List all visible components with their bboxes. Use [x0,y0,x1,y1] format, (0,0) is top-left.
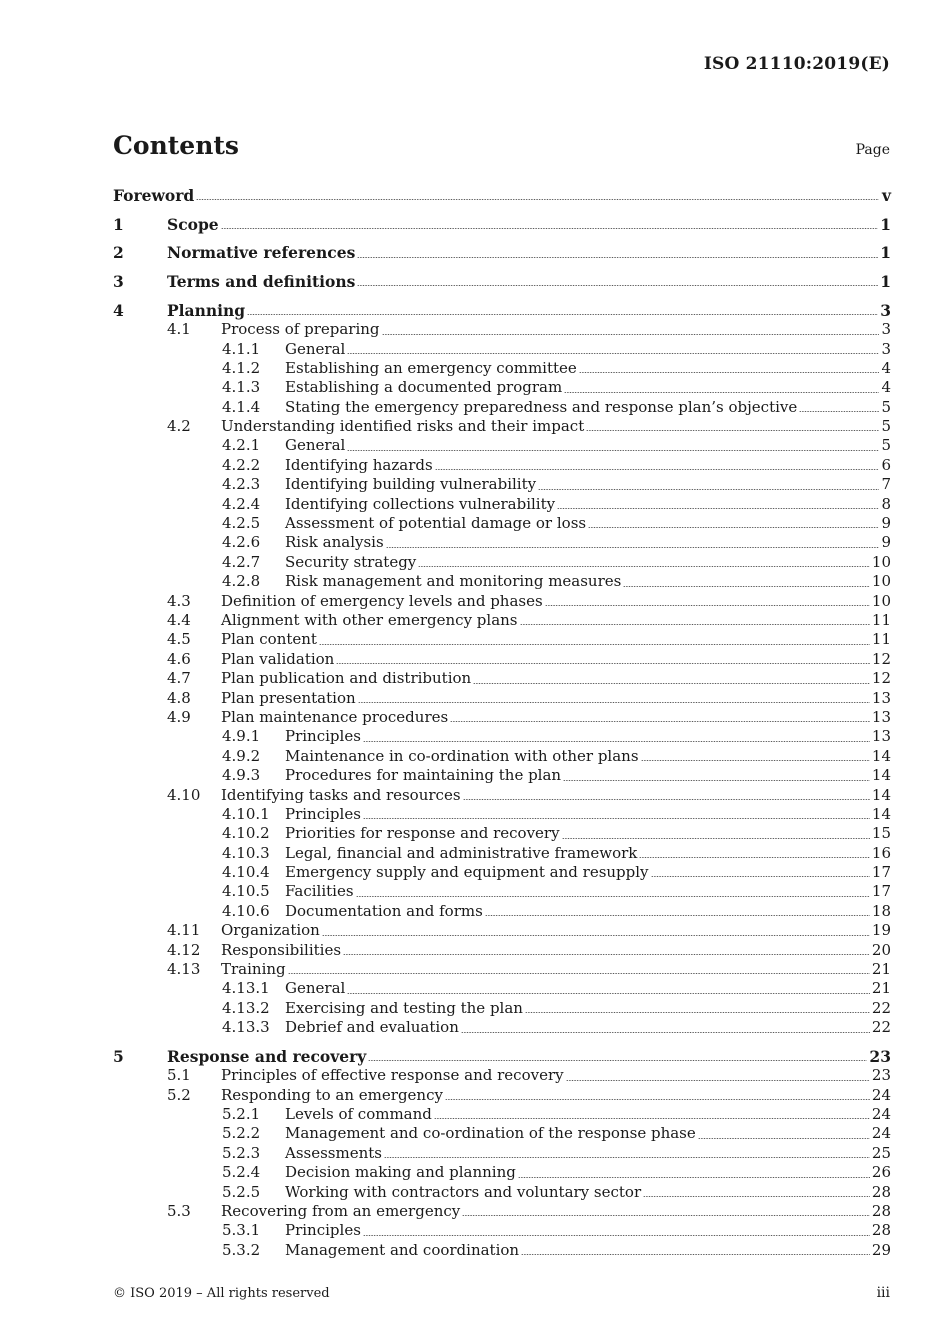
toc-entry-title: Plan validation [221,649,335,668]
toc-entry[interactable] [113,650,891,669]
toc-entry-title: Security strategy [285,552,417,571]
toc-entry[interactable] [113,1202,891,1221]
toc-entry[interactable] [113,1018,891,1037]
toc-entry-title: Assessments [285,1143,382,1162]
toc-entry[interactable] [113,786,891,805]
toc-entry[interactable] [113,747,891,766]
toc-entry-title: Assessment of potential damage or loss [285,514,587,533]
dot-leader [562,838,870,839]
toc-entry-page: 14 [871,804,891,823]
toc-entry-number: 4.9.2 [222,746,261,765]
toc-entry-number: 4.2.7 [222,552,261,571]
toc-entry-page: 24 [871,1124,891,1143]
toc-entry-title: Documentation and forms [285,901,483,920]
toc-entry-title: Levels of command [285,1105,432,1124]
toc-entry-number: 5.3.1 [222,1221,261,1240]
dot-leader [358,702,870,703]
dot-leader [450,721,870,722]
dot-leader [461,1032,870,1033]
toc-entry-page: 13 [871,727,891,746]
toc-entry-number: 5.2.2 [222,1124,261,1143]
toc-entry-title: Plan presentation [221,688,356,707]
dot-leader [799,411,879,412]
toc-entry-page: 26 [871,1163,891,1182]
toc-entry-number: 5.1 [167,1066,191,1085]
toc-entry-title: Priorities for response and recovery [285,824,560,843]
toc-entry[interactable] [113,320,891,339]
dot-leader [639,857,870,858]
toc-entry-title: Alignment with other emergency plans [221,611,518,629]
dot-leader [545,605,870,606]
dot-leader [357,257,878,258]
toc-entry[interactable] [113,533,891,552]
dot-leader [357,285,878,286]
toc-entry-title: Stating the emergency preparedness and response plan’s objective [285,397,798,416]
toc-entry[interactable] [113,689,891,708]
toc-entry-page: 23 [869,1046,891,1066]
toc-entry-title: Establishing an emergency committee [285,358,577,377]
toc-entry-page: 12 [871,649,891,668]
toc-entry-page: 10 [871,591,891,610]
toc-entry-page: 9 [881,533,891,552]
dot-leader [347,450,879,451]
toc-entry-title: Responding to an emergency [221,1085,443,1104]
page-column-label: Page [855,142,890,158]
dot-leader [563,780,870,781]
dot-leader [518,1177,870,1178]
dot-leader [525,1012,870,1013]
toc-entry[interactable] [113,902,891,921]
toc-entry[interactable] [113,1183,891,1202]
toc-entry-page: v [881,186,891,205]
toc-entry-title: Principles [285,727,361,746]
toc-entry-page: 24 [871,1085,891,1104]
dot-leader [520,624,870,625]
toc-entry-page: 21 [871,960,891,979]
dot-leader [538,489,879,490]
dot-leader [557,508,879,509]
toc-entry-page: 17 [871,863,891,882]
toc-entry-title: Facilities [285,882,354,901]
toc-entry-number: 4.13 [167,960,201,979]
toc-entry-number: 4.8 [167,688,191,707]
toc-entry-title: Plan content [221,630,317,649]
toc-entry[interactable] [113,272,891,291]
toc-entry-page: 13 [871,707,891,726]
toc-entry-number: 3 [113,272,124,292]
contents-heading: Contents [113,131,240,160]
toc-entry[interactable] [113,514,891,533]
toc-entry[interactable] [113,186,891,205]
toc-entry-page: 28 [871,1221,891,1240]
toc-entry-number: 4.2.5 [222,514,261,533]
toc-entry-number: 4.10.5 [222,882,270,901]
toc-entry-page: 18 [871,901,891,920]
toc-entry[interactable] [113,1105,891,1124]
toc-entry[interactable] [113,398,891,417]
toc-entry[interactable] [113,1144,891,1163]
toc-entry-page: 5 [881,436,891,455]
toc-entry[interactable] [113,630,891,649]
toc-entry[interactable] [113,766,891,785]
toc-entry-page: 7 [881,475,891,494]
toc-entry-page: 22 [871,998,891,1017]
toc-entry[interactable] [113,921,891,940]
toc-entry-title: General [285,436,346,455]
toc-entry-number: 4.1.2 [222,358,261,377]
toc-entry-title: Organization [221,921,320,940]
toc-entry-title: Foreword [113,186,195,205]
toc-entry-page: 6 [881,455,891,474]
dot-leader [288,973,870,974]
toc-entry-title: General [285,979,346,998]
toc-entry-page: 3 [881,320,891,339]
toc-entry-page: 14 [871,746,891,765]
toc-entry-page: 5 [881,397,891,416]
toc-entry-title: Principles [285,804,361,823]
dot-leader [363,818,870,819]
dot-leader [485,915,870,916]
toc-entry-title: Plan maintenance procedures [221,707,449,726]
toc-entry-title: Establishing a documented program [285,378,563,397]
dot-leader [418,566,870,567]
toc-entry-number: 4.2.2 [222,455,261,474]
toc-entry-page: 14 [871,766,891,785]
toc-entry-number: 5.3.2 [222,1240,261,1259]
dot-leader [347,993,870,994]
toc-entry-title: Debrief and evaluation [285,1018,459,1037]
toc-entry-page: 17 [871,882,891,901]
toc-entry[interactable] [113,1241,891,1260]
toc-entry-title: Management and co-ordination of the response phase [285,1124,696,1143]
toc-entry-title: Decision making and planning [285,1163,516,1182]
toc-entry-number: 5.2 [167,1085,191,1104]
toc-entry-page: 4 [881,358,891,377]
table-of-contents [113,186,891,1260]
toc-entry-number: 5 [113,1046,124,1066]
dot-leader [221,228,879,229]
toc-entry-title: Responsibilities [221,940,342,959]
toc-entry-number: 5.2.5 [222,1182,261,1201]
dot-leader [564,392,879,393]
dot-leader [588,527,879,528]
toc-entry[interactable] [113,882,891,901]
dot-leader [445,1099,870,1100]
toc-entry[interactable] [113,1066,891,1085]
toc-entry-number: 4.2 [167,417,191,436]
dot-leader [463,799,870,800]
toc-entry[interactable] [113,669,891,688]
toc-entry-number: 4.2.1 [222,436,261,455]
toc-entry-page: 3 [881,339,891,358]
toc-entry-title: Normative references [167,243,356,263]
toc-entry-title: Procedures for maintaining the plan [285,766,562,785]
toc-entry[interactable] [113,1086,891,1105]
toc-entry-number: 1 [113,214,124,234]
toc-entry-page: 13 [871,688,891,707]
toc-entry-number: 4.10.3 [222,843,270,862]
dot-leader [435,469,879,470]
dot-leader [386,547,879,548]
dot-leader [473,683,870,684]
toc-entry[interactable] [113,960,891,979]
toc-entry-page: 11 [871,630,891,649]
toc-entry-page: 23 [871,1066,891,1085]
toc-entry-number: 4.12 [167,940,201,959]
toc-entry-title: Definition of emergency levels and phases [221,591,543,610]
toc-entry[interactable] [113,941,891,960]
toc-entry-number: 4.2.3 [222,475,261,494]
toc-entry[interactable] [113,805,891,824]
toc-entry-title: Legal, financial and administrative framework [285,843,638,862]
toc-entry-page: 12 [871,669,891,688]
toc-entry-number: 4.1 [167,320,191,339]
toc-entry-number: 4.2.6 [222,533,261,552]
toc-entry-title: Principles of effective response and recovery [221,1066,564,1085]
dot-leader [643,1196,870,1197]
toc-entry[interactable] [113,1163,891,1182]
dot-leader [641,760,870,761]
toc-entry-page: 16 [871,843,891,862]
toc-entry[interactable] [113,844,891,863]
toc-entry-title: Terms and definitions [167,272,356,292]
toc-entry-page: 4 [881,378,891,397]
dot-leader [347,353,879,354]
toc-entry-title: Planning [167,300,246,320]
toc-entry-title: Maintenance in co-ordination with other plans [285,746,639,765]
toc-entry[interactable] [113,417,891,436]
toc-entry-title: Emergency supply and equipment and resupply [285,863,649,882]
toc-entry-number: 5.3 [167,1202,191,1221]
document-id: ISO 21110:2019(E) [703,54,890,74]
toc-entry-page: 15 [871,824,891,843]
toc-entry-number: 4.3 [167,591,191,610]
toc-entry-title: Working with contractors and voluntary sector [285,1182,642,1201]
toc-entry-page: 25 [871,1143,891,1162]
toc-entry[interactable] [113,611,891,630]
toc-entry[interactable] [113,340,891,359]
toc-entry[interactable] [113,436,891,455]
toc-entry-page: 1 [880,272,891,292]
toc-entry-number: 4.6 [167,649,191,668]
dot-leader [566,1080,870,1081]
toc-entry-page: 19 [871,921,891,940]
toc-entry-page: 5 [881,417,891,436]
toc-entry-number: 4.10.6 [222,901,270,920]
toc-entry-number: 4.9 [167,707,191,726]
toc-entry-number: 4.1.4 [222,397,261,416]
toc-entry-number: 5.2.4 [222,1163,261,1182]
toc-entry-title: Exercising and testing the plan [285,998,523,1017]
dot-leader [343,954,870,955]
toc-entry[interactable] [113,301,891,320]
dot-leader [196,199,879,200]
toc-entry-number: 5.2.3 [222,1143,261,1162]
toc-entry-number: 4.9.1 [222,727,261,746]
toc-entry-number: 4.13.2 [222,998,270,1017]
copyright-notice: © ISO 2019 – All rights reserved [113,1286,330,1301]
toc-entry[interactable] [113,215,891,234]
toc-entry-page: 1 [880,214,891,234]
toc-entry-number: 4.2.8 [222,572,261,591]
toc-entry-page: 3 [880,300,891,320]
toc-entry[interactable] [113,1124,891,1143]
toc-entry-page: 11 [871,611,891,629]
dot-leader [521,1254,870,1255]
toc-entry-page: 10 [871,552,891,571]
dot-leader [368,1060,867,1061]
toc-entry[interactable] [113,824,891,843]
toc-entry-number: 4.10 [167,785,201,804]
dot-leader [363,1235,870,1236]
toc-entry-number: 2 [113,243,124,263]
dot-leader [434,1118,870,1119]
toc-entry[interactable] [113,1221,891,1240]
toc-entry[interactable] [113,863,891,882]
toc-entry-number: 4.10.4 [222,863,270,882]
toc-entry[interactable] [113,572,891,591]
dot-leader [586,430,879,431]
toc-entry-number: 4.1.1 [222,339,261,358]
toc-entry-title: Identifying collections vulnerability [285,494,556,513]
dot-leader [651,876,870,877]
page-number: iii [876,1285,890,1301]
toc-entry[interactable] [113,708,891,727]
toc-entry-title: Training [221,960,286,979]
toc-entry-number: 4.9.3 [222,766,261,785]
toc-entry-page: 9 [881,514,891,533]
toc-entry-title: Identifying tasks and resources [221,785,461,804]
toc-entry-title: Scope [167,214,219,234]
toc-entry-title: Response and recovery [167,1046,367,1066]
toc-entry-title: Understanding identified risks and their impact [221,417,585,436]
toc-entry-number: 4.5 [167,630,191,649]
dot-leader [336,663,870,664]
toc-entry-title: Identifying hazards [285,455,433,474]
toc-entry[interactable] [113,999,891,1018]
toc-entry-title: Process of preparing [221,320,380,339]
toc-entry[interactable] [113,1047,891,1066]
dot-leader [698,1138,870,1139]
toc-entry-page: 29 [871,1240,891,1259]
toc-entry-number: 5.2.1 [222,1105,261,1124]
toc-entry-number: 4.13.1 [222,979,270,998]
toc-entry[interactable] [113,553,891,572]
dot-leader [579,372,879,373]
toc-entry-page: 20 [871,940,891,959]
toc-entry[interactable] [113,592,891,611]
toc-entry-title: Plan publication and distribution [221,669,472,688]
toc-entry-number: 4.4 [167,611,191,629]
toc-entry-number: 4.2.4 [222,494,261,513]
toc-entry-number: 4.13.3 [222,1018,270,1037]
toc-entry-title: Identifying building vulnerability [285,475,537,494]
toc-entry[interactable] [113,475,891,494]
toc-entry-page: 28 [871,1182,891,1201]
dot-leader [384,1157,870,1158]
toc-entry-number: 4.10.1 [222,804,270,823]
toc-entry-number: 4.10.2 [222,824,270,843]
toc-entry[interactable] [113,979,891,998]
dot-leader [319,644,870,645]
dot-leader [356,896,870,897]
toc-entry-page: 22 [871,1018,891,1037]
toc-entry-page: 24 [871,1105,891,1124]
dot-leader [623,586,870,587]
dot-leader [462,1215,870,1216]
toc-entry-title: General [285,339,346,358]
dot-leader [322,935,870,936]
toc-entry[interactable] [113,456,891,475]
toc-entry-number: 4.7 [167,669,191,688]
dot-leader [382,334,879,335]
toc-entry-title: Principles [285,1221,361,1240]
toc-entry-number: 4 [113,300,124,320]
toc-entry-page: 10 [871,572,891,591]
toc-entry-title: Risk analysis [285,533,384,552]
toc-entry-page: 28 [871,1202,891,1221]
toc-entry-page: 1 [880,243,891,263]
toc-entry-title: Recovering from an emergency [221,1202,461,1221]
toc-entry[interactable] [113,378,891,397]
toc-entry[interactable] [113,243,891,262]
dot-leader [247,314,878,315]
toc-entry-number: 4.1.3 [222,378,261,397]
toc-entry-number: 4.11 [167,921,201,940]
toc-entry[interactable] [113,359,891,378]
dot-leader [363,741,870,742]
toc-entry-page: 21 [871,979,891,998]
toc-entry[interactable] [113,495,891,514]
toc-entry[interactable] [113,727,891,746]
toc-entry-page: 8 [881,494,891,513]
toc-entry-page: 14 [871,785,891,804]
toc-entry-title: Management and coordination [285,1240,520,1259]
toc-entry-title: Risk management and monitoring measures [285,572,622,591]
